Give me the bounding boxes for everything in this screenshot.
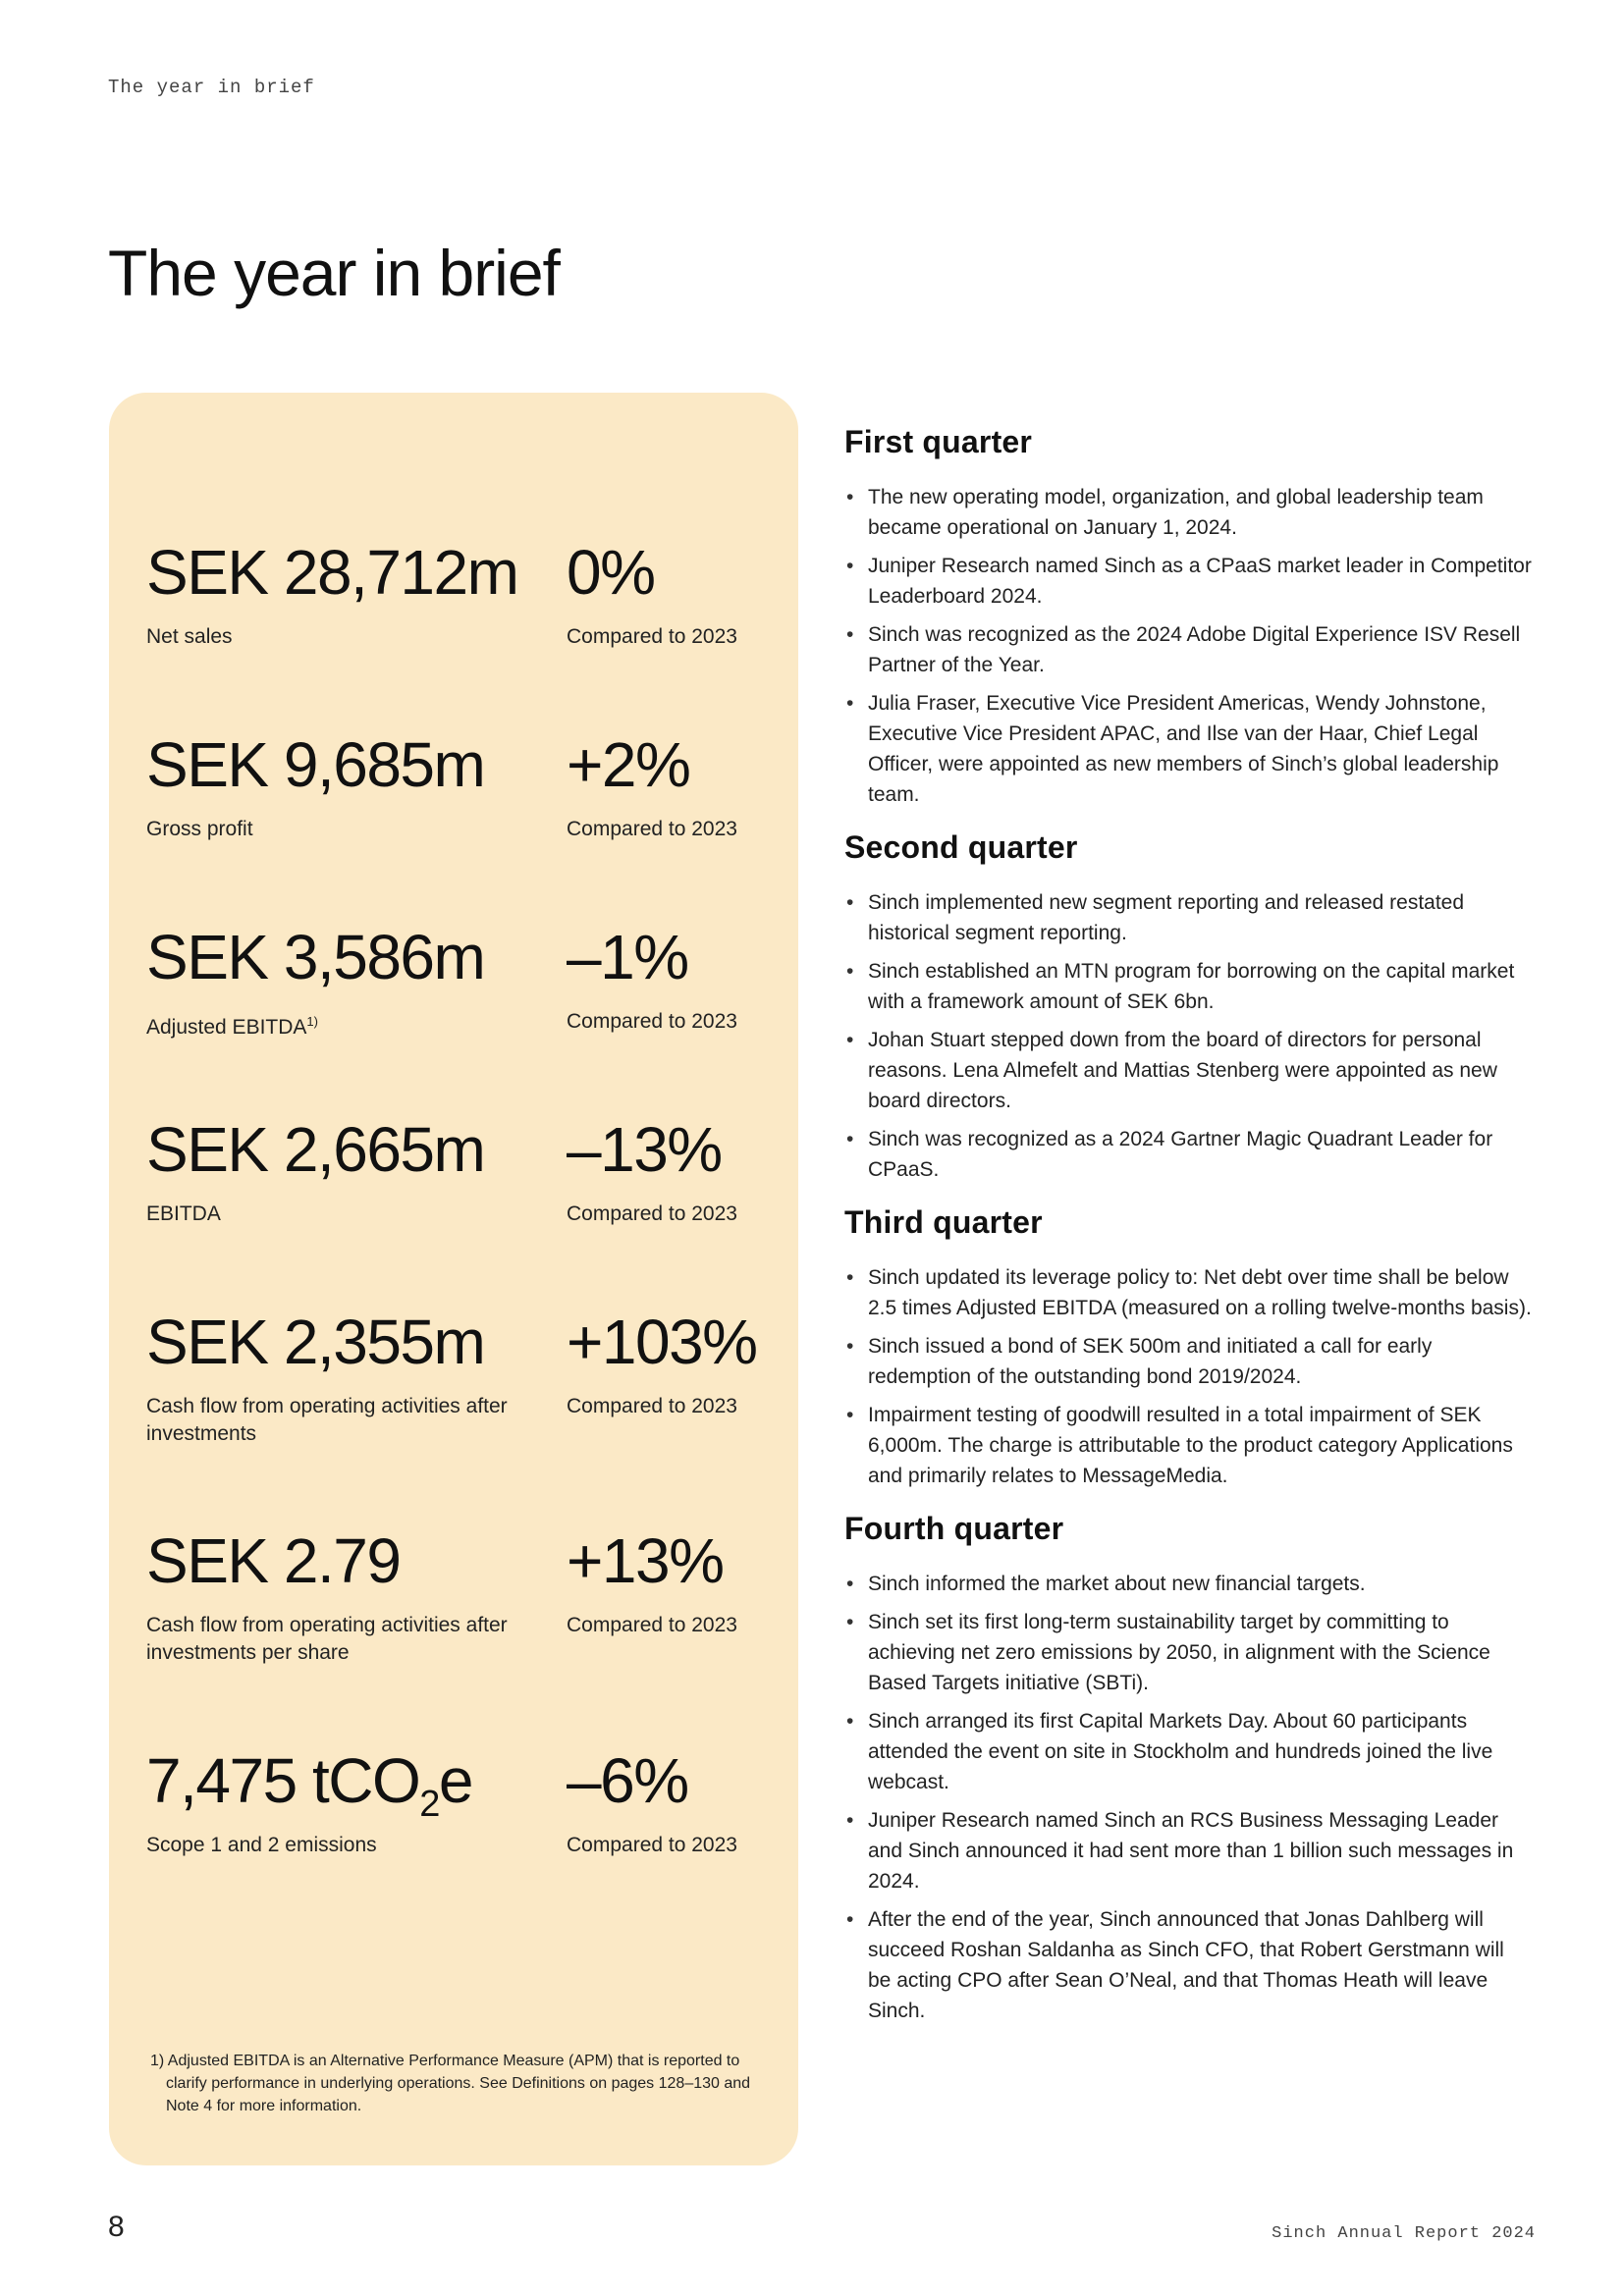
quarter-heading: Third quarter: [844, 1204, 1043, 1240]
kpi-label: [146, 1008, 519, 1041]
list-item: • The new operating model, organization, and global leadership team became operational on January 1, 2024.: [844, 482, 1532, 543]
quarter-first: [844, 424, 1532, 810]
kpi-compare: Compared to 2023: [567, 1395, 737, 1417]
list-item: • Sinch established an MTN program for borrowing on the capital market with a framework amount of SEK 6bn.: [844, 956, 1532, 1017]
quarter-third: [844, 1204, 1532, 1491]
quarter-heading: Second quarter: [844, 829, 1078, 865]
list-item: • Sinch issued a bond of SEK 500m and initiated a call for early redemption of the outstanding bond 2019/2024.: [844, 1331, 1532, 1392]
after-year-end-list: [844, 1904, 1532, 2026]
footnote: 1) Adjusted EBITDA is an Alternative Performance Measure (APM) that is reported to clarify performance in underlying operations. See Definitions on pages 128–130 and Note 4 for more information.: [150, 2053, 751, 2114]
running-header: The year in brief: [108, 77, 315, 98]
kpi-compare: Compared to 2023: [567, 1614, 737, 1636]
page-number: 8: [108, 2211, 125, 2243]
list-item: • Impairment testing of goodwill resulted in a total impairment of SEK 6,000m. The charge is attributable to the product category Applications and primarily relates to MessageMedia.: [844, 1400, 1532, 1491]
list-item: • Sinch arranged its first Capital Markets Day. About 60 participants attended the event on site in Stockholm and hundreds joined the live webcast.: [844, 1706, 1532, 1797]
kpi-value: SEK 2,355m: [146, 1307, 485, 1377]
list-item: • After the end of the year, Sinch announced that Jonas Dahlberg will succeed Roshan Saldanha as Sinch CFO, that Robert Gerstmann will be acting CPO after Sean O’Neal, and that Thomas Heath will leave Sinch.: [844, 1904, 1532, 2026]
kpi-compare: Compared to 2023: [567, 1834, 737, 1856]
list-item: • Sinch informed the market about new financial targets.: [844, 1569, 1532, 1599]
quarter-list: [844, 1262, 1532, 1491]
quarter-list: [844, 482, 1532, 810]
list-item: • Sinch was recognized as a 2024 Gartner Magic Quadrant Leader for CPaaS.: [844, 1124, 1532, 1185]
kpi-compare: Compared to 2023: [567, 818, 737, 840]
kpi-label: EBITDA: [146, 1202, 221, 1225]
kpi-value-main: 7,475 tCO: [146, 1745, 420, 1816]
kpi-compare: Compared to 2023: [567, 1202, 737, 1225]
footnote-marker: 1): [306, 1014, 318, 1029]
kpi-label-text: Adjusted EBITDA: [146, 1016, 307, 1039]
kpi-value-subscript: 2: [419, 1784, 439, 1825]
kpi-change: +2%: [567, 729, 690, 800]
kpi-change: 0%: [567, 537, 655, 608]
quarter-list: [844, 1569, 1532, 1896]
kpi-value: [146, 1743, 472, 1825]
list-item: • Sinch set its first long-term sustainability target by committing to achieving net zero emissions by 2050, in alignment with the Science Based Targets initiative (SBTi).: [844, 1607, 1532, 1698]
running-footer: Sinch Annual Report 2024: [1272, 2224, 1536, 2243]
kpi-value: SEK 9,685m: [146, 729, 485, 800]
quarterly-highlights: [844, 424, 1532, 2046]
quarter-heading: First quarter: [844, 424, 1033, 459]
quarter-second: [844, 829, 1532, 1185]
kpi-change: –13%: [567, 1114, 722, 1185]
list-item: • Julia Fraser, Executive Vice President Americas, Wendy Johnstone, Executive Vice President APAC, and Ilse van der Haar, Chief Legal Officer, were appointed as new members of Sinch’s global leadership team.: [844, 688, 1532, 810]
kpi-compare: Compared to 2023: [567, 625, 737, 648]
kpi-change: +103%: [567, 1307, 757, 1377]
kpi-label: Cash flow from operating activities after investments: [146, 1395, 508, 1445]
kpi-change: –6%: [567, 1745, 688, 1816]
page-title: The year in brief: [108, 237, 560, 309]
kpi-change: +13%: [567, 1525, 724, 1596]
kpi-panel: [109, 393, 798, 2165]
kpi-label: Gross profit: [146, 818, 253, 840]
list-item: • Juniper Research named Sinch an RCS Business Messaging Leader and Sinch announced it had sent more than 1 billion such messages in 2024.: [844, 1805, 1532, 1896]
list-item: • Juniper Research named Sinch as a CPaaS market leader in Competitor Leaderboard 2024.: [844, 551, 1532, 612]
list-item: • Sinch was recognized as the 2024 Adobe Digital Experience ISV Resell Partner of the Year.: [844, 619, 1532, 680]
kpi-label: Cash flow from operating activities after investments per share: [146, 1614, 508, 1664]
kpi-value: SEK 2,665m: [146, 1114, 485, 1185]
kpi-value: SEK 2.79: [146, 1525, 401, 1596]
kpi-change: –1%: [567, 922, 688, 992]
quarter-fourth: [844, 1511, 1532, 2026]
list-item: • Johan Stuart stepped down from the board of directors for personal reasons. Lena Almefelt and Mattias Stenberg were appointed as new board directors.: [844, 1025, 1532, 1116]
list-item: • Sinch implemented new segment reporting and released restated historical segment reporting.: [844, 887, 1532, 948]
list-item: • Sinch updated its leverage policy to: Net debt over time shall be below 2.5 times Adjusted EBITDA (measured on a rolling twelve-months basis).: [844, 1262, 1532, 1323]
kpi-value: SEK 28,712m: [146, 537, 518, 608]
quarter-heading: Fourth quarter: [844, 1511, 1064, 1546]
kpi-label: Net sales: [146, 625, 233, 648]
quarter-list: [844, 887, 1532, 1185]
kpi-label: Scope 1 and 2 emissions: [146, 1834, 377, 1856]
kpi-compare: Compared to 2023: [567, 1010, 737, 1033]
kpi-value: SEK 3,586m: [146, 922, 485, 992]
kpi-value-end: e: [438, 1745, 472, 1816]
